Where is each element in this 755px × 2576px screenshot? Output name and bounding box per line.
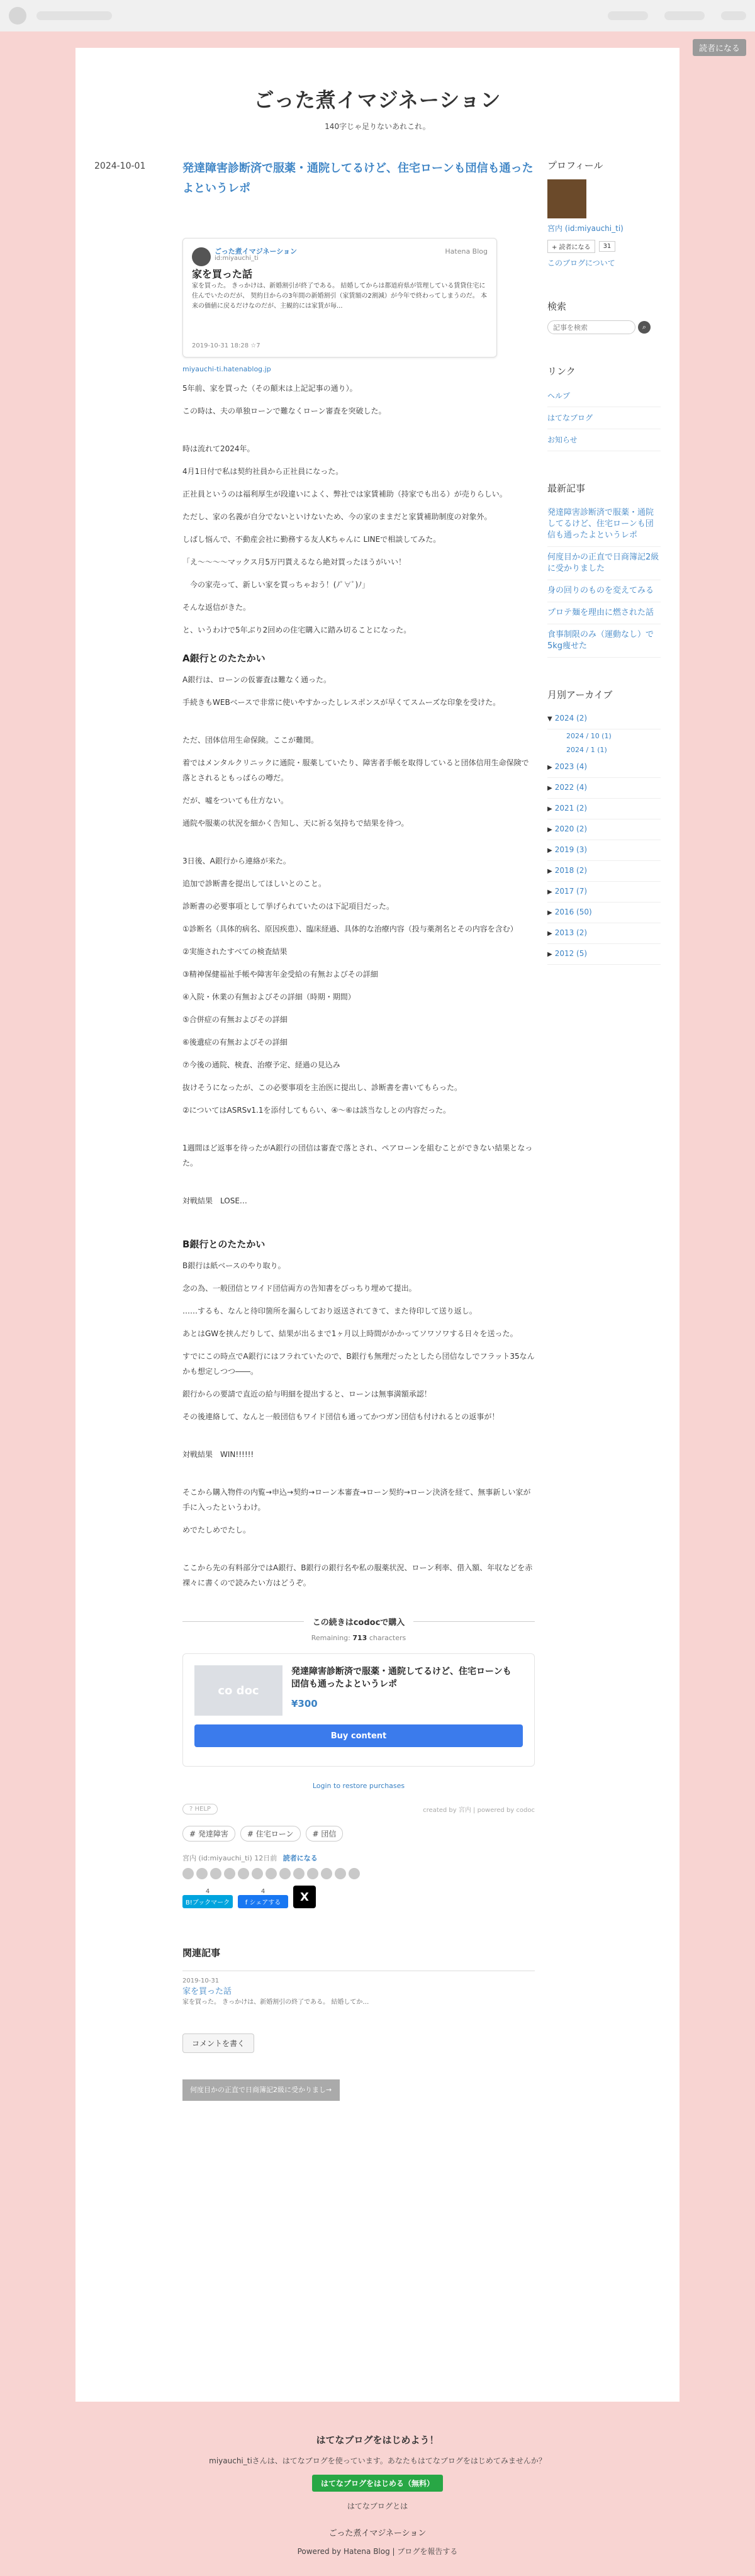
paragraph: その後連絡して、なんと一般団信もワイド団信も通ってかつガン団信も付けれるとの返事が！ [182,1412,500,1421]
paragraph: 診断書の必要事項として挙げられていたのは下記項目だった。 [182,902,394,911]
blog-title[interactable]: ごった煮イマジネーション [254,88,501,112]
star-user-icon[interactable] [266,1868,277,1879]
archive-year-label: 2024 (2) [554,714,588,723]
paragraph: 念の為、一般団信とワイド団信両方の告知書をびっちり埋めて提出。 [182,1284,417,1293]
paragraph: 追加で診断書を提出してほしいとのこと。 [182,879,327,888]
tag[interactable]: # 団信 [306,1826,344,1842]
chevron-right-icon: ▶ [547,909,552,916]
sidebar-link-hatena-blog[interactable]: はてなブログ [547,407,661,429]
header-link[interactable] [721,11,746,20]
star-user-icon[interactable] [349,1868,360,1879]
global-header [0,0,755,31]
search-heading: 検索 [547,301,567,312]
paragraph: 時は流れて2024年。 [182,444,255,453]
tag[interactable]: # 発達障害 [182,1826,235,1842]
entry-date[interactable]: 2024-10-01 [94,161,146,171]
related-excerpt: 家を買った。 きっかけは、新婚割引の終了である。 結婚してか… [182,1999,369,2006]
codoc-thumbnail: co doc [194,1665,282,1716]
paragraph: ただ、団体信用生命保険。ここが難関。 [182,736,319,745]
facebook-count: 4 [260,1888,266,1895]
chevron-right-icon: ▶ [547,826,552,833]
paragraph: だが、噓をついても仕方ない。 [182,796,289,805]
recent-entry[interactable]: 何度目かの正直で日商簿記2級に受かりました [547,547,661,580]
restore-purchases-link[interactable]: Login to restore purchases [312,1782,405,1790]
entry-title[interactable]: 発達障害診断済で服薬・通院してるけど、住宅ローンも団信も通ったよというレポ [182,162,534,195]
search-icon[interactable]: ⌕ [638,321,651,334]
codoc-credit[interactable]: created by 宮内 | powered by codoc [423,1807,535,1814]
paragraph: 対戦結果 LOSE… [182,1196,247,1205]
paragraph: ②についてはASRSv1.1を添付してもらい、④〜⑥は該当なしとの内容だった。 [182,1106,451,1115]
author-avatar [192,247,211,266]
share-buttons [182,1886,535,1908]
paragraph: 対戦結果 WIN!!!!!! [182,1450,254,1459]
help-button[interactable]: ? HELP [182,1804,218,1814]
star-user-icon[interactable] [279,1868,291,1879]
paragraph: そこから購入物件の内覧→申込→契約→ローン本審査→ローン契約→ローン決済を経て、無事新しい家が手に入ったというわけ。 [182,1488,531,1512]
chevron-right-icon: ▶ [547,764,552,771]
star-user-icon[interactable] [196,1868,208,1879]
paragraph: あとはGWを挟んだりして、結果が出るまで1ヶ月以上時間がかかってソワソワする日々を送った。 [182,1329,518,1338]
footer-heading: はてなブログをはじめよう！ [316,2434,439,2446]
profile-avatar[interactable] [547,179,586,218]
paragraph: 3日後、A銀行から連絡が来た。 [182,857,291,865]
embed-url[interactable]: miyauchi-ti.hatenablog.jp [182,365,271,373]
sidebar-link-help[interactable]: ヘルプ [547,385,661,407]
archive-year-label: 2021 (2) [554,804,588,813]
chevron-right-icon: ▶ [547,951,552,958]
archive-year[interactable] [547,944,661,965]
star-user-icon[interactable] [252,1868,263,1879]
archive-module [547,688,661,965]
codoc-purchase-box [182,1653,535,1767]
paragraph: 手続きもWEBベースで非常に使いやすかったしレスポンスが早くてスムーズな印象を受けた。 [182,698,501,707]
related-date: 2019-10-31 [182,1977,220,1984]
paragraph: と、いうわけで5年ぶり2回めの住宅購入に踏み切ることになった。 [182,626,411,634]
paragraph: A銀行は、ローンの仮審査は難なく通った。 [182,675,331,684]
archive-year-label: 2018 (2) [554,866,588,875]
write-comment-button[interactable]: コメントを書く [182,2033,254,2053]
subscriber-count: 31 [599,241,616,252]
codoc-divider-label: この続きはcodocで購入 [312,1618,405,1628]
paragraph: 正社員というのは福利厚生が段違いによく、弊社では家賃補助（持家でも出る）が売りらしい。 [182,490,507,498]
archive-year-label: 2012 (5) [554,949,588,958]
article [182,159,535,2101]
archive-year-label: 2022 (4) [554,783,588,792]
remaining-count: 713 [352,1634,367,1642]
paragraph: ②実施されたすべての検査結果 [182,947,288,956]
profile-heading: プロフィール [547,160,603,171]
related-entry[interactable] [182,1971,535,2006]
about-hatena-link[interactable]: はてなブログとは [347,2502,408,2511]
bookmark-button[interactable]: B!ブックマーク [182,1895,233,1908]
paragraph: すでにこの時点でA銀行にはフラれていたので、B銀行も無理だったとしたら団信なしでフラット35なんかも想定しつつ――。 [182,1352,535,1376]
remaining-unit: characters [369,1634,406,1642]
archive-month[interactable]: 2024 / 1 (1) [566,746,607,754]
remaining-label: Remaining: [311,1634,350,1642]
archive-year-label: 2017 (7) [554,887,588,896]
paragraph: ①診断名（具体的病名、原因疾患）、臨床経過、具体的な治療内容（投与薬剤名とその内容を含む） [182,925,518,933]
tag-list [182,1826,535,1842]
bookmark-count: 4 [205,1888,210,1895]
embed-meta: 2019-10-31 18:28 ☆7 [192,342,260,349]
archive-year-label: 2020 (2) [554,824,588,833]
embed-excerpt: 家を買った。 きっかけは、新婚割引が終了である。 結婚してからは都道府県が管理している賃貸住宅に住んでいたのだが、 契約日からの3年間の新婚割引（家賃額の2割減）が今年で終わってしまうのだ。 本来の価値に戻るだけなのだが、主観的には家賃が毎... [192,283,487,310]
next-entry-link[interactable]: 何度目かの正直で日商簿記2級に受かりまし→ [182,2079,340,2101]
hatena-blog-label: Hatena Blog [445,247,488,256]
archive-year-label: 2013 (2) [554,928,588,937]
codoc-divider [182,1616,535,1628]
archive-heading: 月別アーカイブ [547,689,613,700]
archive-year[interactable] [547,903,661,923]
search-module [547,300,661,334]
recent-heading: 最新記事 [547,483,586,494]
paragraph: B銀行は紙ベースのやり取り。 [182,1261,286,1270]
paragraph: ③精神保健福祉手帳や障害年金受給の有無およびその詳細 [182,970,378,979]
hatena-bookmark[interactable] [182,1888,233,1908]
paragraph: この時は、夫の単独ローンで難なくローン審査を突破した。 [182,407,386,415]
archive-year-label: 2019 (3) [554,845,588,854]
archive-year-label: 2023 (4) [554,762,588,771]
recent-entry[interactable]: プロテ麺を理由に燃された話 [547,602,661,624]
paragraph: 5年前、家を買った（その顛末は上記記事の通り）。 [182,384,357,393]
paragraph: ④入院・休業の有無およびその詳細（時期・期間） [182,993,355,1001]
profile-name[interactable]: 宮内 (id:miyauchi_ti) [547,224,624,233]
paragraph: 「え〜〜〜〜マックス月5万円貰えるなら絶対買ったほうがいい！ [182,558,406,566]
hatena-logo-icon[interactable] [9,7,26,25]
entry-body [182,381,535,1590]
start-blog-button[interactable]: はてなブログをはじめる（無料） [312,2475,443,2492]
recent-entry[interactable]: 発達障害診断済で服薬・通院してるけど、住宅ローンも団信も通ったよというレポ [547,502,661,547]
star-user-icon[interactable] [321,1868,332,1879]
links-module [547,364,661,451]
star-user-icon[interactable] [238,1868,249,1879]
search-input[interactable] [547,320,635,334]
paragraph: 1週間ほど返事を待ったがA銀行の団信は審査で落とされ、ペアローンを組むことができない結果となった。 [182,1144,533,1167]
header-link[interactable] [608,11,648,20]
paragraph: 抜けそうになったが、この必要事項を主治医に提出し、診断書を書いてもらった。 [182,1083,462,1092]
blog-container [76,48,680,2402]
facebook-share-button[interactable]: f シェアする [238,1895,288,1908]
recent-entry[interactable]: 身の回りのものを変えてみる [547,580,661,602]
chevron-down-icon: ▼ [547,716,552,723]
star-user-icon[interactable] [210,1868,221,1879]
hatena-stars [182,1868,535,1879]
archive-year[interactable] [547,757,661,778]
recent-entries-module [547,481,661,658]
archive-year[interactable] [547,923,661,944]
paragraph: 着ではメンタルクリニックに通院・服薬していたり、障害者手帳を取得していると団体信用生命保険で落とされるともっぱらの噂だ。 [182,758,529,782]
about-blog-link[interactable]: このブログについて [547,259,615,267]
header-link[interactable] [664,11,705,20]
header-placeholder [36,11,112,20]
recent-entry[interactable]: 食事制限のみ（運動なし）で5kg痩せた [547,624,661,658]
subscribe-button[interactable]: + 読者になる [547,240,595,253]
embed-card[interactable] [182,238,497,357]
chevron-right-icon: ▶ [547,930,552,937]
related-title[interactable]: 家を買った話 [182,1987,232,1996]
footer [0,2433,755,2556]
codoc-price: ¥300 [291,1698,318,1709]
paragraph: 4月1日付で私は契約社員から正社員になった。 [182,467,344,476]
tag[interactable]: # 住宅ローン [240,1826,301,1842]
chevron-right-icon: ▶ [547,785,552,792]
codoc-help-row [182,1804,535,1814]
star-user-icon[interactable] [182,1868,194,1879]
paragraph: ……するも、なんと待印箇所を漏らしており返送されてきて、また待印して送り返し。 [182,1307,477,1315]
footer-blog-name[interactable]: ごった煮イマジネーション [328,2529,427,2538]
section-heading-a: A銀行とのたたかい [182,653,266,664]
paragraph: ただし、家の名義が自分でないといけないため、今の家のままだと家賃補助制度の対象外。 [182,512,492,521]
chevron-right-icon: ▶ [547,806,552,813]
remaining-characters [182,1634,535,1642]
star-user-icon[interactable] [335,1868,346,1879]
archive-year[interactable] [547,840,661,861]
chevron-right-icon: ▶ [547,889,552,896]
archive-month[interactable]: 2024 / 10 (1) [566,732,612,740]
author-meta[interactable]: 宮内 (id:miyauchi_ti) 12日前 [182,1854,277,1862]
sidebar [547,159,661,995]
footer-text: miyauchi_tiさんは、はてなブログを使っています。あなたもはてなブログをはじめてみませんか？ [209,2456,546,2465]
archive-year[interactable] [547,819,661,840]
paragraph: しばし悩んで、不動産会社に勤務する友人Kちゃんに LINEで相談してみた。 [182,535,441,544]
subscribe-link[interactable]: 読者になる [282,1854,318,1862]
embed-author-id: id:miyauchi_ti [215,255,259,262]
archive-year[interactable] [547,861,661,882]
paragraph: ⑦今後の通院、検査、治療予定、経過の見込み [182,1060,340,1069]
chevron-right-icon: ▶ [547,868,552,875]
blog-description: 140字じゃ足りないあれこれ。 [325,122,430,131]
archive-year[interactable] [547,799,661,819]
star-user-icon[interactable] [307,1868,318,1879]
paragraph: 銀行からの要請で直近の給与明細を提出すると、ローンは無事満額承認！ [182,1390,432,1398]
author-line [182,1853,535,1863]
archive-year-open[interactable] [547,709,661,729]
section-heading-b: B銀行とのたたかい [182,1239,266,1250]
archive-year-label: 2016 (50) [554,908,592,916]
paragraph: ⑤合併症の有無およびその詳細 [182,1015,288,1024]
embed-blog-name[interactable]: ごった煮イマジネーション [215,247,298,256]
paragraph: 通院や服薬の状況を細かく告知し、天に祈る気持ちで結果を待つ。 [182,819,409,828]
embed-title[interactable]: 家を買った話 [192,268,253,280]
links-heading: リンク [547,366,576,377]
profile-module [547,159,661,269]
paragraph: 今の家売って、新しい家を買っちゃおう！(ﾉﾟ∀ﾟ)ﾉ」 [182,580,370,589]
paragraph: ⑥後遺症の有無およびその詳細 [182,1038,288,1047]
paragraph: ここから先の有料部分ではA銀行、B銀行の銀行名や私の服薬状況、ローン利率、借入額、年収などを赤裸々に書くので読みたい方はどうぞ。 [182,1563,533,1587]
paragraph: めでたしめでたし。 [182,1526,251,1534]
buy-content-button[interactable]: Buy content [194,1724,523,1747]
powered-by[interactable]: Powered by Hatena Blog | ブログを報告する [297,2547,458,2556]
sidebar-link-news[interactable]: お知らせ [547,429,661,451]
related-heading: 関連記事 [182,1947,221,1959]
star-user-icon[interactable] [224,1868,235,1879]
archive-year[interactable] [547,882,661,903]
codoc-title: 発達障害診断済で服薬・通院してるけど、住宅ローンも団信も通ったよというレポ [291,1667,512,1689]
facebook-share[interactable] [238,1888,288,1908]
reader-button[interactable]: 読者になる [693,39,746,56]
chevron-right-icon: ▶ [547,847,552,854]
x-share-icon[interactable]: X [293,1886,316,1908]
archive-year[interactable] [547,778,661,799]
paragraph: そんな返信がきた。 [182,603,251,612]
star-user-icon[interactable] [293,1868,305,1879]
